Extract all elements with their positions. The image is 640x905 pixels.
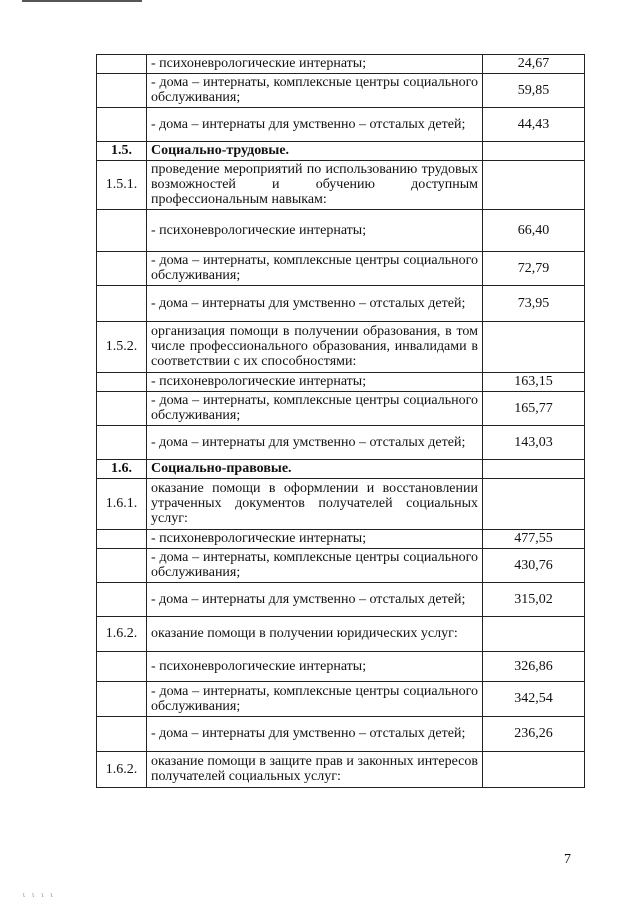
tariff-value-cell: 430,76 [483, 549, 585, 583]
item-number-cell: 1.6. [97, 460, 147, 479]
section-row [97, 142, 585, 161]
tariff-value-cell: 315,02 [483, 583, 585, 617]
item-number-cell: 1.6.2. [97, 617, 147, 652]
table-row [97, 652, 585, 682]
item-number-cell [97, 108, 147, 142]
item-number-cell [97, 717, 147, 752]
tariff-value-cell: 44,43 [483, 108, 585, 142]
service-description-cell: - дома – интернаты для умственно – отсталых детей; [147, 583, 483, 617]
table-row [97, 392, 585, 426]
item-number-cell [97, 373, 147, 392]
tariff-value-cell: 59,85 [483, 74, 585, 108]
item-number-cell [97, 652, 147, 682]
table-row [97, 682, 585, 717]
footer-scan-mark: ι ι ι ι [22, 892, 55, 899]
tariff-value-cell: 24,67 [483, 55, 585, 74]
section-row [97, 460, 585, 479]
item-number-cell: 1.5.1. [97, 161, 147, 210]
service-description-cell: - дома – интернаты, комплексные центры социального обслуживания; [147, 549, 483, 583]
table-row [97, 108, 585, 142]
tariff-table [96, 54, 585, 788]
service-description-cell: - дома – интернаты, комплексные центры социального обслуживания; [147, 682, 483, 717]
tariff-value-cell: 236,26 [483, 717, 585, 752]
tariff-value-cell: 326,86 [483, 652, 585, 682]
item-number-cell [97, 74, 147, 108]
item-number-cell [97, 210, 147, 252]
item-number-cell [97, 549, 147, 583]
page-number: 7 [564, 852, 571, 867]
tariff-value-cell [483, 161, 585, 210]
tariff-value-cell [483, 479, 585, 530]
service-description-cell: - психоневрологические интернаты; [147, 652, 483, 682]
item-number-cell: 1.5. [97, 142, 147, 161]
item-number-cell: 1.6.2. [97, 752, 147, 788]
service-description-cell: оказание помощи в получении юридических услуг: [147, 617, 483, 652]
item-number-cell: 1.5.2. [97, 322, 147, 373]
tariff-value-cell: 73,95 [483, 286, 585, 322]
service-description-cell: - психоневрологические интернаты; [147, 530, 483, 549]
item-number-cell [97, 286, 147, 322]
table-row [97, 752, 585, 788]
tariff-value-cell: 165,77 [483, 392, 585, 426]
table-row [97, 617, 585, 652]
service-description-cell: - психоневрологические интернаты; [147, 210, 483, 252]
service-description-cell: - дома – интернаты для умственно – отсталых детей; [147, 108, 483, 142]
table-row [97, 161, 585, 210]
tariff-value-cell: 342,54 [483, 682, 585, 717]
tariff-value-cell [483, 142, 585, 161]
tariff-value-cell [483, 322, 585, 373]
table-row [97, 74, 585, 108]
table-row [97, 55, 585, 74]
item-number-cell [97, 55, 147, 74]
table-row [97, 583, 585, 617]
tariff-value-cell [483, 460, 585, 479]
table-row [97, 286, 585, 322]
tariff-value-cell: 143,03 [483, 426, 585, 460]
item-number-cell [97, 252, 147, 286]
table-row [97, 426, 585, 460]
tariff-value-cell: 163,15 [483, 373, 585, 392]
tariff-value-cell: 66,40 [483, 210, 585, 252]
service-description-cell: - дома – интернаты для умственно – отсталых детей; [147, 426, 483, 460]
table-row [97, 252, 585, 286]
item-number-cell [97, 392, 147, 426]
service-description-cell: - дома – интернаты, комплексные центры социального обслуживания; [147, 392, 483, 426]
table-row [97, 322, 585, 373]
service-description-cell: - дома – интернаты, комплексные центры социального обслуживания; [147, 252, 483, 286]
tariff-value-cell: 477,55 [483, 530, 585, 549]
tariff-value-cell [483, 752, 585, 788]
table-row [97, 210, 585, 252]
service-description-cell: - дома – интернаты для умственно – отсталых детей; [147, 286, 483, 322]
tariff-table-body [97, 55, 585, 788]
service-description-cell: проведение мероприятий по использованию трудовых возможностей и обучению доступным профессиональным навыкам: [147, 161, 483, 210]
service-description-cell: - психоневрологические интернаты; [147, 55, 483, 74]
item-number-cell [97, 583, 147, 617]
service-description-cell: организация помощи в получении образования, в том числе профессионального образования, инвалидами в соответствии с их способностями: [147, 322, 483, 373]
tariff-value-cell: 72,79 [483, 252, 585, 286]
table-row [97, 373, 585, 392]
service-description-cell: Социально-правовые. [147, 460, 483, 479]
table-row [97, 549, 585, 583]
service-description-cell: - психоневрологические интернаты; [147, 373, 483, 392]
service-description-cell: - дома – интернаты, комплексные центры социального обслуживания; [147, 74, 483, 108]
service-description-cell: - дома – интернаты для умственно – отсталых детей; [147, 717, 483, 752]
item-number-cell [97, 530, 147, 549]
tariff-value-cell [483, 617, 585, 652]
service-description-cell: оказание помощи в защите прав и законных интересов получателей социальных услуг: [147, 752, 483, 788]
table-row [97, 479, 585, 530]
item-number-cell [97, 426, 147, 460]
top-rule [22, 0, 142, 2]
service-description-cell: оказание помощи в оформлении и восстановлении утраченных документов получателей социальных услуг: [147, 479, 483, 530]
service-description-cell: Социально-трудовые. [147, 142, 483, 161]
item-number-cell [97, 682, 147, 717]
table-row [97, 717, 585, 752]
table-row [97, 530, 585, 549]
item-number-cell: 1.6.1. [97, 479, 147, 530]
